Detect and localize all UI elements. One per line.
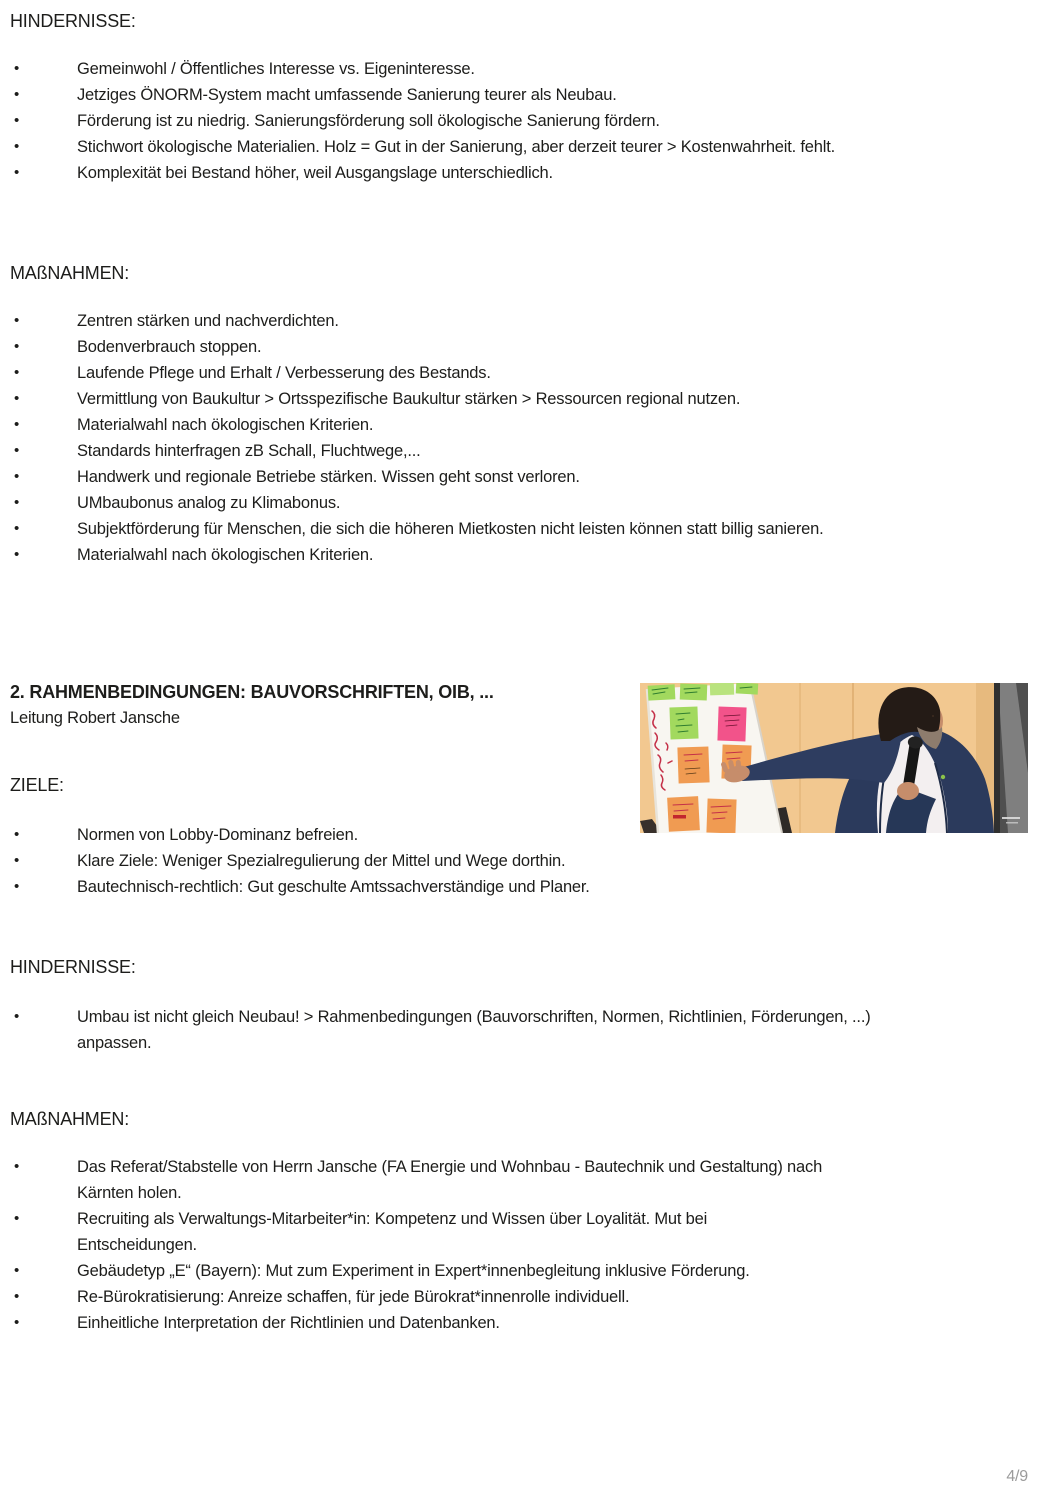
list-item: • Normen von Lobby-Dominanz befreien. bbox=[10, 822, 590, 848]
list-item: • UMbaubonus analog zu Klimabonus. bbox=[10, 490, 824, 516]
mic-hand bbox=[897, 782, 919, 800]
list-item: • Umbau ist nicht gleich Neubau! > Rahmenbedingungen (Bauvorschriften, Normen, Richtlinien, Förderungen, ...) anpassen. bbox=[10, 1004, 887, 1056]
red-highlight-mark bbox=[673, 815, 686, 819]
list-item: • Bautechnisch-rechtlich: Gut geschulte Amtssachverständige und Planer. bbox=[10, 874, 590, 900]
list-item: • Recruiting als Verwaltungs-Mitarbeiter*in: Kompetenz und Wissen über Loyalität. Mut bei Entscheidungen. bbox=[10, 1206, 877, 1258]
massnahmen-2-list bbox=[10, 1154, 877, 1336]
lapel-pin bbox=[941, 775, 945, 779]
list-item: • Komplexität bei Bestand höher, weil Ausgangslage unterschiedlich. bbox=[10, 160, 835, 186]
hindernisse-1-list bbox=[10, 56, 835, 186]
list-item: • Standards hinterfragen zB Schall, Fluchtwege,... bbox=[10, 438, 824, 464]
list-item: • Zentren stärken und nachverdichten. bbox=[10, 308, 824, 334]
page-number: 4/9 bbox=[1006, 1468, 1028, 1485]
section-heading-massnahmen-1: MAßNAHMEN: bbox=[10, 263, 129, 283]
man-eye bbox=[932, 715, 934, 717]
massnahmen-1-list bbox=[10, 308, 824, 568]
list-item: • Einheitliche Interpretation der Richtlinien und Datenbanken. bbox=[10, 1310, 877, 1336]
list-item: • Subjektförderung für Menschen, die sich die höheren Mietkosten nicht leisten können statt billig sanieren. bbox=[10, 516, 824, 542]
chapter-title-block bbox=[10, 679, 494, 731]
section-heading-hindernisse-2: HINDERNISSE: bbox=[10, 957, 136, 977]
section-heading-hindernisse-1: HINDERNISSE: bbox=[10, 11, 136, 31]
workshop-photo-illustration bbox=[640, 683, 1028, 833]
sticky-note-pink bbox=[717, 707, 746, 742]
section-heading-massnahmen-2: MAßNAHMEN: bbox=[10, 1109, 129, 1129]
list-item: • Jetziges ÖNORM-System macht umfassende Sanierung teurer als Neubau. bbox=[10, 82, 835, 108]
ziele-list bbox=[10, 822, 590, 900]
list-item: • Stichwort ökologische Materialien. Holz = Gut in der Sanierung, aber derzeit teurer > Kostenwahrheit. fehlt. bbox=[10, 134, 835, 160]
list-item: • Handwerk und regionale Betriebe stärken. Wissen geht sonst verloren. bbox=[10, 464, 824, 490]
chapter-subtitle: Leitung Robert Jansche bbox=[10, 709, 180, 727]
list-item: • Laufende Pflege und Erhalt / Verbesserung des Bestands. bbox=[10, 360, 824, 386]
list-item: • Gemeinwohl / Öffentliches Interesse vs. Eigeninteresse. bbox=[10, 56, 835, 82]
chapter-title: 2. RAHMENBEDINGUNGEN: BAUVORSCHRIFTEN, OIB, ... bbox=[10, 682, 494, 702]
section-heading-ziele: ZIELE: bbox=[10, 775, 64, 795]
list-item: • Das Referat/Stabstelle von Herrn Jansche (FA Energie und Wohnbau - Bautechnik und Gestaltung) nach Kärnten holen. bbox=[10, 1154, 877, 1206]
list-item: • Gebäudetyp „E“ (Bayern): Mut zum Experiment in Expert*innenbegleitung inklusive Förderung. bbox=[10, 1258, 877, 1284]
poster-graphic bbox=[994, 683, 1028, 833]
list-item: • Förderung ist zu niedrig. Sanierungsförderung soll ökologische Sanierung fördern. bbox=[10, 108, 835, 134]
workshop-photo bbox=[640, 683, 1028, 833]
hindernisse-2-list bbox=[10, 1004, 887, 1056]
list-item: • Re-Bürokratisierung: Anreize schaffen, für jede Bürokrat*innenrolle individuell. bbox=[10, 1284, 877, 1310]
list-item: • Klare Ziele: Weniger Spezialregulierung der Mittel und Wege dorthin. bbox=[10, 848, 590, 874]
list-item: • Materialwahl nach ökologischen Kriterien. bbox=[10, 542, 824, 568]
list-item: • Materialwahl nach ökologischen Kriterien. bbox=[10, 412, 824, 438]
list-item: • Bodenverbrauch stoppen. bbox=[10, 334, 824, 360]
list-item: • Vermittlung von Baukultur > Ortsspezifische Baukultur stärken > Ressourcen regional nutzen. bbox=[10, 386, 824, 412]
